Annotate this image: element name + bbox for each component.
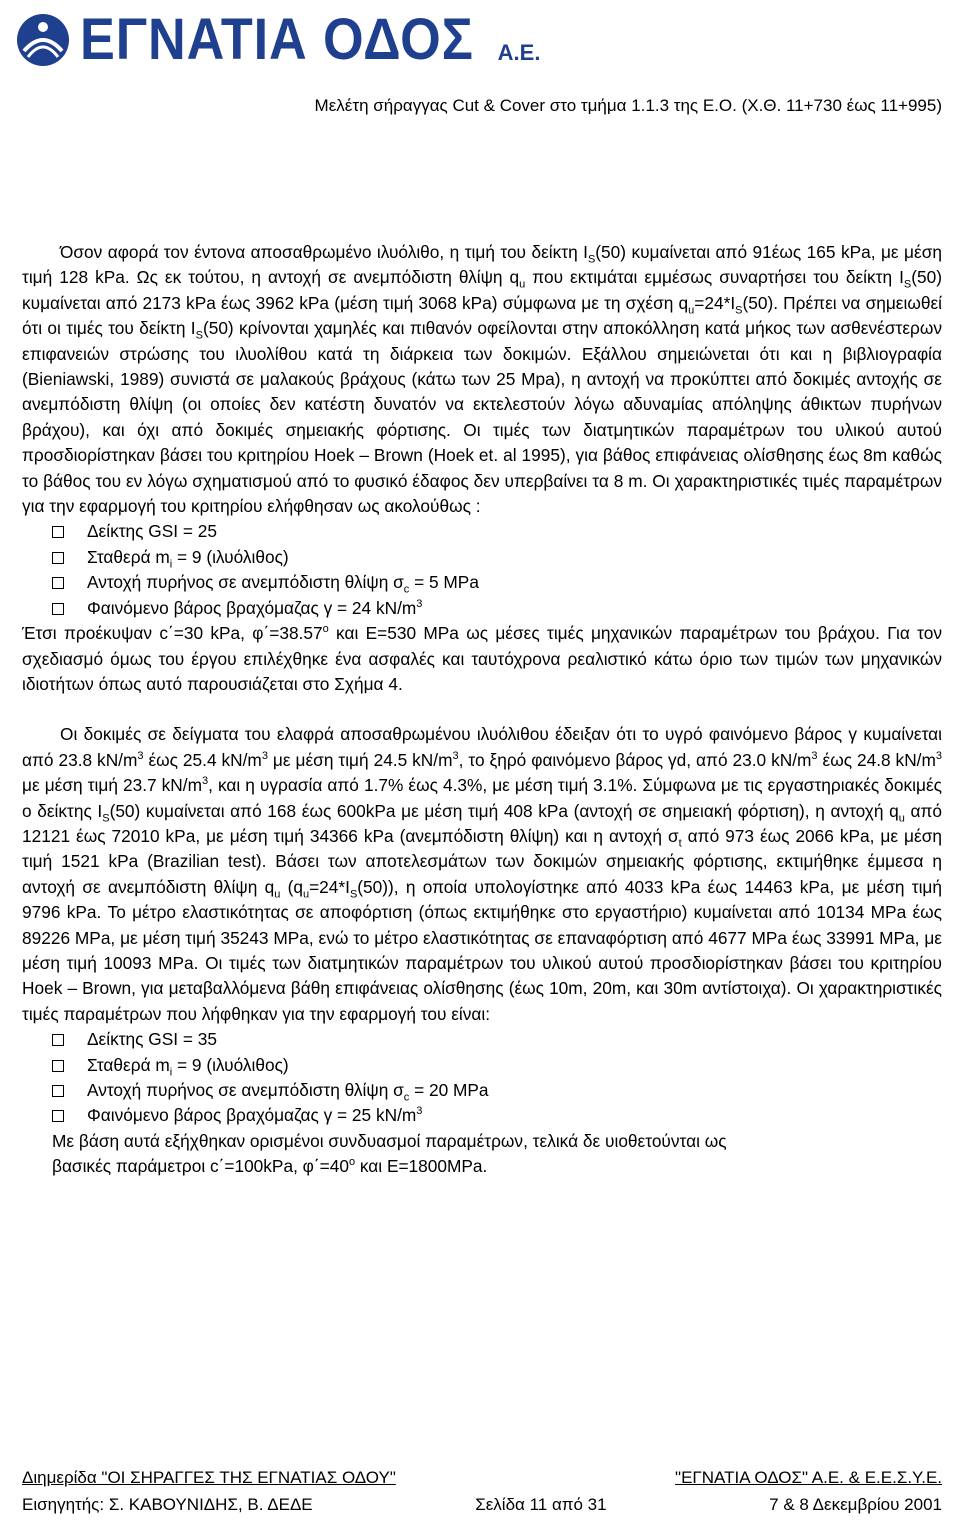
- footer-organizers: "ΕΓΝΑΤΙΑ ΟΔΟΣ" Α.Ε. & Ε.Ε.Σ.Υ.Ε.: [675, 1468, 942, 1487]
- paragraph-1: Όσον αφορά τον έντονα αποσαθρωμένο ιλυόλιθο, η τιμή του δείκτη $I_S(50)$ κυμαίνεται από 91έως 165 kPa, με μέση τιμή 128 kPa. Ως εκ τούτου, η αντοχή σε ανεμπόδιστη θλίψη $q_u$ που εκτιμάται εμμέσως συναρτήσει του δείκτη $I_S(50)$ κυμαίνεται από 2173 kPa έως 3962 kPa (μέση τιμή 3068 kPa) σύμφωνα με τη σχέση $q_u=24*I_S(50)$. Πρέπει να σημειωθεί ότι οι τιμές του δείκτη $I_S(50)$ κρίνονται χαμηλές και πιθανόν οφείλονται στην αποκόλληση κατά μήκος των ασθενέστερων επιφανειών στρώσης του ιλυολίθου κατά τη διάρκεια των δοκιμών. Εξάλλου σημειώνεται ότι και η βιβλιογραφία (Bieniawski, 1989) συνιστά σε μαλακούς βράχους (κάτω των 25 Mpa), η αντοχή να προκύπτει από δοκιμές αντοχής σε ανεμπόδιστη θλίψη (οι οποίες δεν κατέστη δυνατόν να εκτελεστούν λόγω αδυναμίας απόληψης άθικτων πυρήνων βράχου), και όχι από δοκιμές σημειακής φόρτισης. Οι τιμές των διατμητικών παραμέτρων του υλικού αυτού προσδιορίστηκαν βάσει του κριτηρίου Hoek – Brown (Hoek et. al 1995), για βάθος επιφάνειας ολίσθησης έως 8m καθώς το βάθος του εν λόγω σχηματισμού από το φυσικό έδαφος δεν υπερβαίνει τα 8 m. Οι χαρακτηριστικές τιμές παραμέτρων για την εφαρμογή του κριτηρίου ελήφθησαν ως ακολούθως :: [22, 242, 942, 517]
- footer-date: 7 & 8 Δεκεμβρίου 2001: [769, 1495, 942, 1514]
- checkbox-icon: [52, 577, 64, 589]
- footer-author: Εισηγητής: Σ. ΚΑΒΟΥΝΙΔΗΣ, Β. ΔΕΔΕ: [22, 1495, 313, 1514]
- footer-line-2: [22, 1495, 942, 1515]
- logo-text: ΕΓΝΑΤΙΑ ΟΔΟΣ: [80, 7, 474, 72]
- checkbox-icon: [52, 1110, 64, 1122]
- list-item: Σταθερά $m_i = 9$ (ιλυόλιθος): [52, 545, 942, 570]
- road-logo-icon: [14, 11, 72, 69]
- document-subtitle: Μελέτη σήραγγας Cut & Cover στο τμήμα 1.1.3 της Ε.Ο. (Χ.Θ. 11+730 έως 11+995): [314, 96, 942, 115]
- paragraph-2: Έτσι προέκυψαν c΄=30 kPa, $\varphi΄=38.57^o$ και Ε=530 MPa ως μέσες τιμές μηχανικών παραμέτρων του βράχου. Για τον σχεδιασμό όμως του έργου επιλέχθηκε ένα ασφαλές και ταυτόχρονα ρεαλιστικό κάτω όριο των τιμών των μηχανικών ιδιοτήτων όπως αυτό παρουσιάζεται στο Σχήμα 4.: [22, 623, 942, 694]
- footer-event: Διημερίδα "ΟΙ ΣΗΡΑΓΓΕΣ ΤΗΣ ΕΓΝΑΤΙΑΣ ΟΔΟΥ": [22, 1468, 396, 1487]
- list-item: Αντοχή πυρήνος σε ανεμπόδιστη θλίψη $\sigma_c = 20$ MPa: [52, 1078, 942, 1103]
- parameter-list-2: [22, 1027, 942, 1129]
- checkbox-icon: [52, 552, 64, 564]
- list-item: Φαινόμενο βάρος βραχόμαζας γ = 24 $kN/m^3$: [52, 596, 942, 621]
- list-item: Σταθερά $m_i = 9$ (ιλυόλιθος): [52, 1053, 942, 1078]
- document-body: [22, 240, 942, 1180]
- list-item: Δείκτης GSI = 35: [52, 1027, 942, 1052]
- list-item: Δείκτης GSI = 25: [52, 519, 942, 544]
- list-item: Φαινόμενο βάρος βραχόμαζας γ = 25 $kN/m^3$: [52, 1103, 942, 1128]
- footer-line-1: [22, 1468, 942, 1488]
- checkbox-icon: [52, 526, 64, 538]
- paragraph-3: Οι δοκιμές σε δείγματα του ελαφρά αποσαθρωμένου ιλυόλιθου έδειξαν ότι το υγρό φαινόμενο βάρος γ κυμαίνεται από 23.8 $kN/m^3$ έως 25.4 $kN/m^3$ με μέση τιμή 24.5 $kN/m^3$, το ξηρό φαινόμενο βάρος γd, από 23.0 $kN/m^3$ έως 24.8 $kN/m^3$ με μέση τιμή 23.7 $kN/m^3$, και η υγρασία από 1.7% έως 4.3%, με μέση τιμή 3.1%. Σύμφωνα με τις εργαστηριακές δοκιμές ο δείκτης $I_S(50)$ κυμαίνεται από 168 έως 600kPa με μέση τιμή 408 kPa (αντοχή σε σημειακή φόρτιση), η αντοχή $q_u$ από 12121 έως 72010 kPa, με μέση τιμή 34366 kPa (ανεμπόδιστη θλίψη) και η αντοχή $\sigma_t$ από 973 έως 2066 kPa, με μέση τιμή 1521 kPa (Brazilian test). Βάσει των αποτελεσμάτων των δοκιμών σημειακής φόρτισης, εκτιμήθηκε έμμεσα η αντοχή σε ανεμπόδιστη θλίψη $q_u$ $(q_u=24*I_S(50))$, η οποία υπολογίστηκε από 4033 kPa έως 14463 kPa, με μέση τιμή 9796 kPa. Το μέτρο ελαστικότητας σε αποφόρτιση (όπως εκτιμήθηκε στο εργαστήριο) κυμαίνεται από 10134 MPa έως 89226 MPa, με μέση τιμή 35243 MPa, ενώ το μέτρο ελαστικότητας σε επαναφόρτιση από 4677 MPa έως 33991 MPa, με μέση τιμή 10093 MPa. Οι τιμές των διατμητικών παραμέτρων του υλικού αυτού προσδιορίστηκαν βάσει του κριτηρίου Hoek – Brown, για μεταβαλλόμενα βάθη επιφάνειας ολίσθησης (έως 10m, 20m, και 30m αντίστοιχα). Οι χαρακτηριστικές τιμές παραμέτρων που λήφθηκαν για την εφαρμογή του είναι:: [22, 724, 942, 1024]
- checkbox-icon: [52, 1034, 64, 1046]
- company-logo: [14, 8, 540, 72]
- list-item: Αντοχή πυρήνος σε ανεμπόδιστη θλίψη $\sigma_c = 5$ MPa: [52, 570, 942, 595]
- page-number: Σελίδα 11 από 31: [475, 1495, 607, 1514]
- checkbox-icon: [52, 603, 64, 615]
- checkbox-icon: [52, 1060, 64, 1072]
- checkbox-icon: [52, 1085, 64, 1097]
- parameter-list-1: [22, 519, 942, 621]
- logo-suffix: Α.Ε.: [497, 40, 541, 65]
- paragraph-5: βασικές παράμετροι c΄=100kPa, $\varphi΄=40^o$ και Ε=1800MPa.: [52, 1156, 488, 1177]
- paragraph-4: Με βάση αυτά εξήχθηκαν ορισμένοι συνδυασμοί παραμέτρων, τελικά δε υιοθετούνται ως: [52, 1130, 727, 1151]
